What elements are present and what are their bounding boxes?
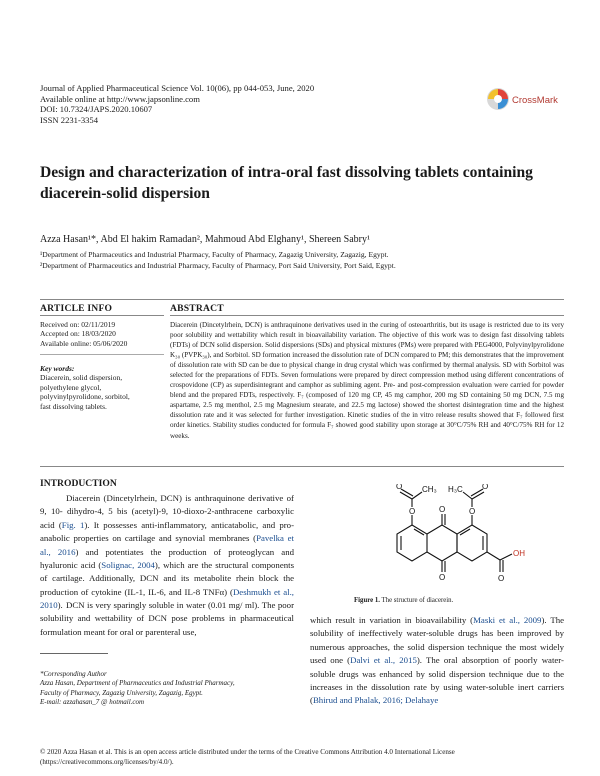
- ester-o-right: O: [469, 507, 476, 516]
- affiliation-2: ²Department of Pharmaceutics and Industrial Pharmacy, Faculty of Pharmacy, Port Said University, Port Said, Egypt.: [40, 260, 396, 270]
- citation-link[interactable]: Solignac, 2004: [101, 560, 155, 571]
- citation-link[interactable]: Bhirud and Phalak, 2016; Delahaye: [312, 695, 439, 706]
- figure-caption-text: The structure of diacerein.: [379, 597, 454, 604]
- citation-link[interactable]: Dalvi et al., 2015: [350, 655, 417, 666]
- keywords-rule: [40, 354, 164, 355]
- corresponding-author-footnote: [40, 670, 235, 708]
- article-dates: [40, 320, 164, 348]
- intro-text: Diacerein (Dincetylrhein, DCN) is anthraquinone derivative of 9, 10- dihydro-4, 5 bis (acetyl)-9, 10-dioxo-2-anthracene carboxylic acid (: [40, 493, 294, 530]
- article-info-rule: [40, 315, 164, 316]
- carbonyl-o-top: O: [439, 505, 446, 514]
- citation-link[interactable]: Pavelka et al., 2016: [40, 533, 294, 557]
- diacerein-structure-figure: [368, 484, 558, 594]
- journal-doi[interactable]: DOI: 10.7324/JAPS.2020.10607: [40, 104, 153, 115]
- intro-text: ) and potentiates the production of proteoglycan and hyaluronic acid (: [40, 546, 294, 571]
- abstract-text: Diacerein (Dincetylrhein, DCN) is anthraquinone derivatives used in the curing of osteoarthritis, but its usage is restricted due to its very poor solubility and wettability which result in bioavailability variation. The objective of this work was to design fast dissolving tablets (FDTs) of DCN solid dispersion. Solid dispersions (SDs) and physical mixtures (PMs) were prepared with PEG4000, Polyvinylpyrolidone K₃₀ (PVPK₃₀), and Sorbitol. SD formation increased the dissolution rate of DCN compared to PM; this demonstrates that the improvement of dissolution rate with SD can be due to physical change in drug crystal which was confirmed by thermal analysis. SD with Sorbitol was selected for the preparations of FDTs. Seven formulations were prepared by direct compression method using different concentrations of crospovidone (CP) as superdisintegrant and camphor as subliming agent. Pre- and post-compression evaluation were carried for powder blend and the prepared FDTs, respectively. F₇ (composed of 120 mg CP, 45 mg camphor, 200 mg SD containing 50 mg DCN, 7.5 mg aspartame, 2.5 mg menthol, 2.5 mg Magnesium stearate, and 22.5 mg lactose) showed the shortest disintegration time and the highest dissolution rate and it was selected for further investigation. Kinetic studies of the in vitro release results showed that F₇ followed first order kinetics. Stability studies conducted for formula F₇ showed good stability upon storage at 30°C/75% RH and 40°C/75% RH for 12 weeks.: [170, 321, 564, 440]
- journal-url[interactable]: Available online at http://www.japsonline.com: [40, 93, 200, 104]
- intro-right-column: [310, 614, 564, 708]
- molecule-diagram: [368, 484, 558, 594]
- acid-o-label: O: [498, 574, 505, 583]
- acyl-o-right: O: [482, 484, 489, 491]
- article-info-heading: ARTICLE INFO: [40, 303, 113, 314]
- ester-o-left: O: [409, 507, 416, 516]
- methyl-right-label: H₃C: [448, 485, 463, 494]
- available-date: Available online: 05/06/2020: [40, 338, 128, 348]
- keyword-line: polyvinylpyrolidone, sorbitol,: [40, 392, 130, 402]
- journal-citation: Journal of Applied Pharmaceutical Science Vol. 10(06), pp 044-053, June, 2020: [40, 83, 315, 93]
- section-divider-bottom: [40, 466, 564, 467]
- license-footer: [40, 748, 564, 767]
- introduction-heading: INTRODUCTION: [40, 478, 117, 489]
- abstract-heading: ABSTRACT: [170, 303, 224, 314]
- footnote-email[interactable]: E-mail: azzahasan_7 @ hotmail.com: [40, 698, 145, 707]
- footnote-line: *Corresponding Author: [40, 670, 107, 678]
- citation-link[interactable]: Deshmukh et al., 2010: [40, 586, 294, 611]
- abstract-rule: [170, 315, 564, 316]
- methyl-left-label: CH₃: [422, 485, 437, 494]
- figure-caption: [354, 597, 453, 604]
- figure-caption-label: Figure 1.: [354, 597, 380, 604]
- crossmark-logo[interactable]: [486, 86, 564, 112]
- section-divider-top: [40, 299, 564, 300]
- keyword-line: polyethylene glycol,: [40, 382, 102, 392]
- intro-text: ). The solubility of ineffectively water-soluble drugs has been improved by numerous approaches, the solid dispersion technique the most widely used one (: [310, 615, 564, 666]
- accepted-date: Accepted on: 18/03/2020: [40, 329, 116, 339]
- keywords-heading: Key words:: [40, 364, 75, 373]
- crossmark-label: CrossMark: [512, 95, 558, 106]
- journal-issn: ISSN 2231-3354: [40, 114, 99, 125]
- author-list: Azza Hasan¹*, Abd El hakim Ramadan², Mahmoud Abd Elghany¹, Shereen Sabry¹: [40, 234, 370, 245]
- license-url[interactable]: (https://creativecommons.org/licenses/by/4.0/).: [40, 757, 174, 766]
- affiliations: [40, 250, 396, 271]
- intro-text: which result in variation in bioavailability (: [310, 615, 474, 625]
- article-title: Design and characterization of intra-oral fast dissolving tablets containing diacerein-solid dispersion: [40, 164, 533, 202]
- acid-oh-label: OH: [513, 549, 525, 558]
- affiliation-1: ¹Department of Pharmaceutics and Industrial Pharmacy, Faculty of Pharmacy, Zagazig University, Zagazig, Egypt.: [40, 250, 389, 259]
- journal-info: [40, 83, 420, 125]
- intro-paragraph-2: DCN is very sparingly soluble in water (0.01 mg/ ml). The poor solubility and wettability of DCN pose problems in pharmaceutical formulation meant for oral or parenteral use,: [40, 600, 294, 637]
- crossmark-icon: [486, 86, 564, 112]
- footnote-rule: [40, 653, 108, 654]
- intro-text: ), which are the structural components of cartilage. Additionally, DCN and its metabolite rhein block the production of cytokine (IL-1, IL-6, and IL-8 TNFα) (: [40, 560, 294, 597]
- citation-link[interactable]: Maski et al., 2009: [473, 615, 542, 625]
- keywords-box: [40, 364, 164, 411]
- keyword-line: fast dissolving tablets.: [40, 401, 107, 411]
- keyword-line: Diacerein, solid dispersion,: [40, 373, 123, 383]
- footnote-line: Azza Hasan, Department of Pharmaceutics and Industrial Pharmacy,: [40, 679, 235, 688]
- intro-text: ). The oral absorption of poorly water-soluble drugs was enhanced by solid dispersion technique due to the increases in the dissolution rate by using water-soluble inert carriers (: [310, 655, 564, 706]
- acyl-o-left: O: [396, 484, 403, 491]
- license-line: © 2020 Azza Hasan et al. This is an open access article distributed under the terms of the Creative Commons Attribution 4.0 International License: [40, 748, 455, 756]
- carbonyl-o-bottom: O: [439, 573, 446, 582]
- intro-text: ).: [57, 600, 63, 611]
- intro-paragraph-1: [40, 492, 294, 613]
- figure-link[interactable]: Fig. 1: [61, 519, 85, 530]
- footnote-line: Faculty of Pharmacy, Zagazig University, Zagazig, Egypt.: [40, 688, 203, 697]
- received-date: Received on: 02/11/2019: [40, 320, 116, 329]
- intro-text: ). It possesses anti-inflammatory, anticatabolic, and pro-anabolic properties on cartilage and synovial membranes (: [40, 519, 294, 544]
